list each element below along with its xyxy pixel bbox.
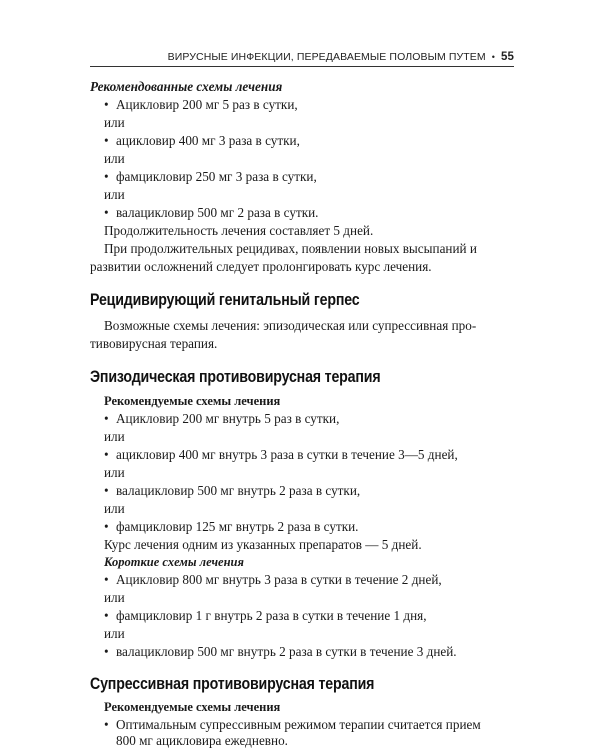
list-item-text: Ацикловир 200 мг внутрь 5 раз в сутки, (116, 411, 340, 426)
bullet: • (104, 169, 109, 184)
list-item (104, 483, 360, 499)
or-connector: или (104, 429, 125, 444)
list-item (104, 169, 317, 185)
bullet: • (104, 608, 109, 623)
running-title: ВИРУСНЫЕ ИНФЕКЦИИ, ПЕРЕДАВАЕМЫЕ ПОЛОВЫМ ПУТЕМ (167, 51, 486, 63)
list-item-text: Ацикловир 800 мг внутрь 3 раза в сутки в течение 2 дней, (116, 572, 442, 587)
list-item-continuation: 800 мг ацикловира ежедневно. (116, 733, 288, 748)
list-item (104, 411, 339, 427)
list-item-text: валацикловир 500 мг внутрь 2 раза в сутки в течение 3 дней. (116, 644, 457, 659)
section2-para-line-2: тивовирусная терапия. (90, 336, 218, 351)
subheading-recommended: Рекомендованные схемы лечения (90, 79, 283, 94)
list-item-text: фамцикловир 250 мг 3 раза в сутки, (116, 169, 317, 184)
list-item (104, 97, 298, 113)
bullet: • (104, 447, 109, 462)
bullet: • (104, 97, 109, 112)
list-item-text: ацикловир 400 мг внутрь 3 раза в сутки в течение 3—5 дней, (116, 447, 458, 462)
bullet: • (104, 483, 109, 498)
note-line-1 (104, 241, 514, 257)
bullet: • (104, 644, 109, 659)
list-item (104, 644, 457, 660)
course-text: Курс лечения одним из указанных препаратов — 5 дней. (104, 537, 422, 552)
running-header (90, 51, 514, 63)
bullet: • (104, 519, 109, 534)
bullet: • (104, 133, 109, 148)
heading-episodic-therapy: Эпизодическая противовирусная терапия (90, 368, 381, 386)
subheading-short-schemes: Короткие схемы лечения (104, 555, 244, 569)
bullet: • (104, 411, 109, 426)
note-text-1: При продолжительных рецидивах, появлении новых высыпаний и (104, 241, 477, 256)
heading-recurrent-herpes: Рецидивирующий генитальный герпес (90, 291, 360, 309)
or-connector: или (104, 465, 125, 480)
or-connector: или (104, 187, 125, 202)
list-item (104, 572, 442, 588)
or-connector: или (104, 590, 125, 605)
header-rule (90, 66, 514, 67)
bullet: • (104, 572, 109, 587)
list-item-text: фамцикловир 1 г внутрь 2 раза в сутки в течение 1 дня, (116, 608, 427, 623)
list-item-text: Оптимальным супрессивным режимом терапии считается прием (116, 717, 481, 732)
header-separator: • (491, 52, 495, 62)
note-line-2: развитии осложнений следует пролонгировать курс лечения. (90, 259, 432, 274)
subheading-recommended-suppressive: Рекомендуемые схемы лечения (104, 700, 281, 714)
list-item-text: Ацикловир 200 мг 5 раз в сутки, (116, 97, 298, 112)
subheading-recommended-episodic: Рекомендуемые схемы лечения (104, 394, 281, 408)
heading-suppressive-therapy: Супрессивная противовирусная терапия (90, 675, 375, 693)
duration-text: Продолжительность лечения составляет 5 дней. (104, 223, 374, 238)
list-item (104, 717, 481, 733)
list-item (104, 205, 318, 221)
list-item-text: валацикловир 500 мг 2 раза в сутки. (116, 205, 319, 220)
list-item-text: ацикловир 400 мг 3 раза в сутки, (116, 133, 300, 148)
list-item (104, 133, 300, 149)
list-item (104, 519, 358, 535)
list-item (104, 447, 458, 463)
bullet: • (104, 205, 109, 220)
bullet: • (104, 717, 109, 732)
or-connector: или (104, 501, 125, 516)
or-connector: или (104, 151, 125, 166)
section2-para-line-1: Возможные схемы лечения: эпизодическая или супрессивная про- (104, 318, 477, 333)
list-item-text: валацикловир 500 мг внутрь 2 раза в сутки, (116, 483, 361, 498)
or-connector: или (104, 115, 125, 130)
or-connector: или (104, 626, 125, 641)
page-number: 55 (501, 51, 514, 63)
list-item-text: фамцикловир 125 мг внутрь 2 раза в сутки. (116, 519, 359, 534)
list-item (104, 608, 427, 624)
